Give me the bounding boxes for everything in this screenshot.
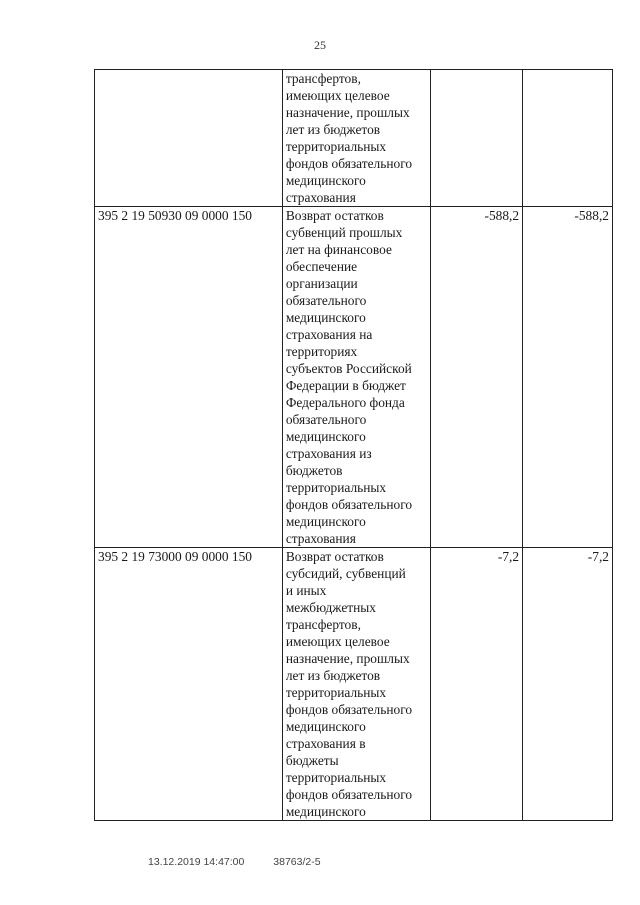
description-line: фондов обязательного xyxy=(285,702,413,717)
description-line: фондов обязательного xyxy=(285,497,413,512)
description-line: назначение, прошлых xyxy=(285,651,410,666)
description-line: субсидий, субвенций xyxy=(285,566,406,581)
footer-datetime: 13.12.2019 14:47:00 xyxy=(148,856,245,868)
budget-code-cell: 395 2 19 50930 09 0000 150 xyxy=(95,207,283,548)
description-line: медицинского xyxy=(285,173,366,188)
description-line: имеющих целевое xyxy=(285,88,390,103)
description-line: обязательного xyxy=(285,412,367,427)
description-line: медицинского xyxy=(285,719,366,734)
description-line: страхования на xyxy=(285,327,373,342)
value-cell-2: -7,2 xyxy=(523,548,613,821)
value-cell-1: -7,2 xyxy=(431,548,523,821)
description-line: лет на финансовое xyxy=(285,242,392,257)
description-line: и иных xyxy=(285,583,327,598)
description-line: страхования xyxy=(285,531,356,546)
description-line: территориальных xyxy=(285,685,387,700)
description-line: медицинского xyxy=(285,804,366,819)
description-line: территориях xyxy=(285,344,358,359)
description-line: субвенций прошлых xyxy=(285,225,403,240)
budget-table xyxy=(94,69,613,821)
description-line: медицинского xyxy=(285,514,366,529)
document-footer xyxy=(148,856,321,868)
description-line: страхования xyxy=(285,190,356,205)
description-line: трансфертов, xyxy=(285,71,361,86)
value-cell-2: -588,2 xyxy=(523,207,613,548)
page-number: 25 xyxy=(314,38,326,52)
table-row xyxy=(95,548,613,821)
description-line: фондов обязательного xyxy=(285,787,413,802)
description-line: обязательного xyxy=(285,293,367,308)
description-cell xyxy=(282,207,430,548)
description-line: территориальных xyxy=(285,480,387,495)
description-line: страхования из xyxy=(285,446,372,461)
description-line: трансфертов, xyxy=(285,617,361,632)
description-line: организации xyxy=(285,276,358,291)
description-line: лет из бюджетов xyxy=(285,668,381,683)
description-line: территориальных xyxy=(285,139,387,154)
value-cell-2 xyxy=(523,70,613,207)
description-line: фондов обязательного xyxy=(285,156,413,171)
description-line: межбюджетных xyxy=(285,600,376,615)
description-line: Федерации в бюджет xyxy=(285,378,406,393)
description-cell xyxy=(282,70,430,207)
description-line: территориальных xyxy=(285,770,387,785)
description-line: бюджетов xyxy=(285,463,343,478)
description-line: медицинского xyxy=(285,429,366,444)
description-line: Федерального фонда xyxy=(285,395,405,410)
budget-code-cell: 395 2 19 73000 09 0000 150 xyxy=(95,548,283,821)
description-line: бюджеты xyxy=(285,753,339,768)
description-line: имеющих целевое xyxy=(285,634,390,649)
description-line: обеспечение xyxy=(285,259,358,274)
description-line: медицинского xyxy=(285,310,366,325)
value-cell-1: -588,2 xyxy=(431,207,523,548)
budget-code-cell xyxy=(95,70,283,207)
footer-doc-id: 38763/2-5 xyxy=(273,856,321,868)
description-line: лет из бюджетов xyxy=(285,122,381,137)
value-cell-1 xyxy=(431,70,523,207)
description-line: назначение, прошлых xyxy=(285,105,410,120)
description-line: Возврат остатков xyxy=(285,208,384,223)
description-line: Возврат остатков xyxy=(285,549,384,564)
table-row xyxy=(95,70,613,207)
description-line: страхования в xyxy=(285,736,366,751)
description-line: субъектов Российской xyxy=(285,361,412,376)
table-row xyxy=(95,207,613,548)
description-cell xyxy=(282,548,430,821)
